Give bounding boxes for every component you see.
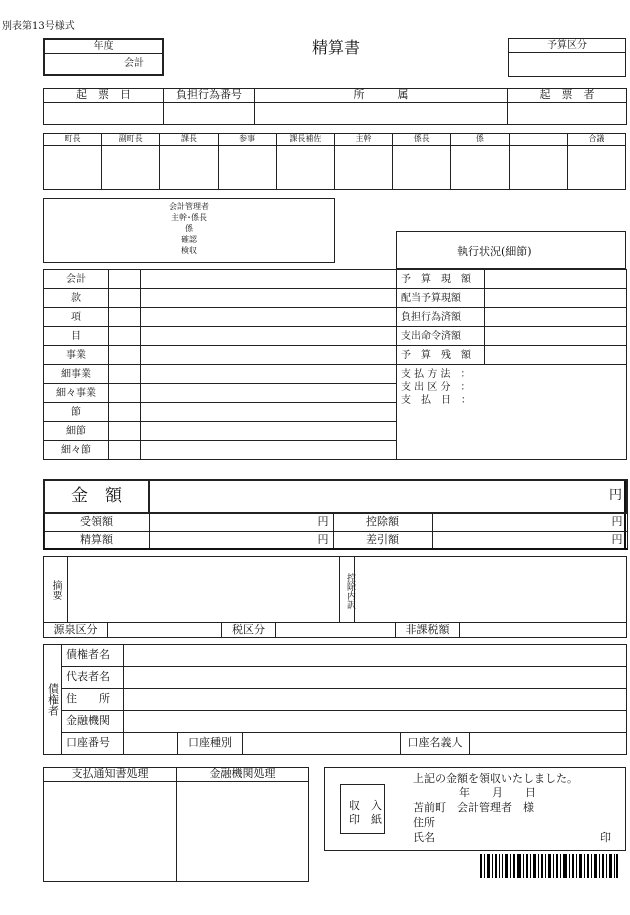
withholding-field[interactable]: [108, 623, 222, 638]
account-number-field[interactable]: [124, 733, 178, 755]
creditor-row-label: 代表者名: [62, 667, 124, 689]
approval-stamp-cell[interactable]: [509, 146, 567, 190]
account-classification-table: [43, 269, 397, 460]
approval-header: 課長: [160, 134, 218, 146]
account-name[interactable]: [141, 403, 397, 422]
seal-label: 印: [600, 831, 611, 844]
receipt-text: 上記の金額を領収いたしました。: [413, 772, 578, 785]
receipt-box: [324, 767, 626, 851]
account-code[interactable]: [109, 365, 141, 384]
bank-processing-field[interactable]: [177, 782, 309, 882]
yen-unit: 円: [611, 515, 623, 529]
barcode-icon: [480, 854, 618, 878]
exec-row-value[interactable]: [485, 327, 627, 346]
exec-status-header: [396, 231, 626, 269]
name-label: 氏名: [413, 831, 435, 844]
creditor-row-label: 債権者名: [62, 645, 124, 667]
budget-division-box: [508, 38, 626, 77]
account-name[interactable]: [141, 422, 397, 441]
approval-header: 町長: [44, 134, 102, 146]
account-code[interactable]: [109, 441, 141, 460]
payment-method-label: 支 払 方 法 ：: [401, 369, 471, 380]
exec-row-value[interactable]: [485, 346, 627, 365]
yen-unit: 円: [609, 488, 623, 504]
account-holder-field[interactable]: [470, 733, 627, 755]
approval-header: 副町長: [102, 134, 160, 146]
approval-header: [509, 134, 567, 146]
approval-header: 主幹: [334, 134, 392, 146]
expenditure-class-label: 支 出 区 分 ：: [401, 382, 471, 393]
header-info-table: [43, 88, 627, 125]
bank-processing-label: 金融機関処理: [177, 768, 309, 782]
yen-unit: 円: [317, 532, 329, 546]
commitment-no-field[interactable]: [164, 103, 255, 125]
approval-header: 係: [451, 134, 509, 146]
creditor-group-label: 債権者: [44, 645, 62, 755]
tax-label: 税区分: [222, 623, 276, 638]
exec-status-table: [396, 269, 627, 460]
approval-stamp-cell[interactable]: [393, 146, 451, 190]
approval-header: 課長補佐: [276, 134, 334, 146]
creditor-row-label: 金融機関: [62, 711, 124, 733]
creditor-table: [43, 644, 627, 755]
role-text: 会計管理者: [169, 202, 209, 211]
amount-label: 金 額: [44, 480, 149, 513]
exec-row-label: 支出命令済額: [397, 327, 485, 346]
exec-row-value[interactable]: [485, 289, 627, 308]
account-row-label: 款: [44, 289, 109, 308]
account-code[interactable]: [109, 384, 141, 403]
stamp-label-1: 収 入: [349, 799, 382, 812]
account-row-label: 細々事業: [44, 384, 109, 403]
account-code[interactable]: [109, 308, 141, 327]
side-roles-box: [43, 198, 335, 263]
account-name[interactable]: [141, 289, 397, 308]
account-row-label: 細節: [44, 422, 109, 441]
account-code[interactable]: [109, 289, 141, 308]
approval-header: 係長: [393, 134, 451, 146]
drafter-field[interactable]: [508, 103, 627, 125]
approval-stamp-cell[interactable]: [102, 146, 160, 190]
kihyo-date-field[interactable]: [44, 103, 164, 125]
yen-unit: 円: [611, 532, 623, 546]
approval-stamp-cell[interactable]: [218, 146, 276, 190]
account-name[interactable]: [141, 270, 397, 289]
address-field[interactable]: [124, 689, 627, 711]
received-amount-field[interactable]: [149, 513, 333, 531]
received-label: 受領額: [44, 513, 149, 531]
approval-stamp-cell[interactable]: [567, 146, 625, 190]
settlement-amount-field[interactable]: [149, 531, 333, 549]
bank-field[interactable]: [124, 711, 627, 733]
withholding-label: 源泉区分: [44, 623, 108, 638]
department-field[interactable]: [255, 103, 508, 125]
budget-division-label: 予算区分: [509, 39, 626, 53]
role-text: 検収: [181, 246, 197, 255]
exec-row-label: 負担行為済額: [397, 308, 485, 327]
nontax-label: 非課税額: [396, 623, 460, 638]
address-label: 住所: [413, 816, 435, 829]
summary-label: 摘要: [44, 557, 68, 623]
account-row-label: 項: [44, 308, 109, 327]
account-row-label: 会計: [44, 270, 109, 289]
role-text: 係: [185, 224, 193, 233]
account-name[interactable]: [141, 327, 397, 346]
tax-field[interactable]: [276, 623, 396, 638]
creditor-row-label: 住 所: [62, 689, 124, 711]
account-type-field[interactable]: [243, 733, 401, 755]
exec-status-title: 執行状況(細節): [457, 245, 532, 258]
deduction-detail-label: 控除内訳: [340, 557, 355, 623]
account-row-label: 細事業: [44, 365, 109, 384]
role-text: 主幹･係長: [171, 213, 207, 222]
exec-row-label: 予 算 残 額: [397, 346, 485, 365]
year-label: 年度: [44, 39, 163, 53]
account-name[interactable]: [141, 441, 397, 460]
role-text: 確認: [181, 235, 197, 244]
approval-stamp-cell[interactable]: [451, 146, 509, 190]
account-number-label: 口座番号: [62, 733, 124, 755]
creditor-name-field[interactable]: [124, 645, 627, 667]
nontax-field[interactable]: [460, 623, 627, 638]
department-label: 所 属: [255, 89, 508, 103]
payment-date-label: 支 払 日 ：: [401, 395, 471, 406]
stamp-label-2: 印 紙: [349, 813, 382, 826]
approval-stamp-cell[interactable]: [44, 146, 102, 190]
kihyo-date-label: 起 票 日: [44, 89, 164, 103]
receipt-date: 年 月 日: [459, 786, 536, 799]
exec-row-value[interactable]: [485, 308, 627, 327]
account-code[interactable]: [109, 422, 141, 441]
summary-field[interactable]: [68, 557, 340, 623]
revenue-stamp-box[interactable]: [340, 784, 385, 834]
page-title: 精算書: [312, 38, 361, 57]
year-account-box: [43, 38, 164, 76]
account-row-label: 節: [44, 403, 109, 422]
representative-field[interactable]: [124, 667, 627, 689]
account-row-label: 細々節: [44, 441, 109, 460]
amount-table: [43, 479, 628, 550]
account-row-label: 事業: [44, 346, 109, 365]
kaikei-label: 会計: [44, 53, 163, 75]
approval-stamp-cell[interactable]: [276, 146, 334, 190]
account-type-label: 口座種別: [178, 733, 243, 755]
form-number: 別表第13号様式: [2, 21, 75, 32]
total-amount-field[interactable]: [149, 480, 627, 513]
drafter-label: 起 票 者: [508, 89, 627, 103]
approval-header: 合議: [567, 134, 625, 146]
approval-stamp-cell[interactable]: [334, 146, 392, 190]
account-code[interactable]: [109, 403, 141, 422]
account-code[interactable]: [109, 346, 141, 365]
net-label: 差引額: [333, 531, 432, 549]
deduction-detail-field[interactable]: [355, 557, 627, 623]
commitment-no-label: 負担行為番号: [164, 89, 255, 103]
account-name[interactable]: [141, 346, 397, 365]
yen-unit: 円: [317, 515, 329, 529]
exec-row-label: 配当予算現額: [397, 289, 485, 308]
approval-stamp-cell[interactable]: [160, 146, 218, 190]
approval-header: 参事: [218, 134, 276, 146]
account-name[interactable]: [141, 365, 397, 384]
account-holder-label: 口座名義人: [401, 733, 470, 755]
approval-table: [43, 133, 626, 190]
account-name[interactable]: [141, 308, 397, 327]
budget-division-value[interactable]: [509, 53, 626, 77]
settlement-label: 精算額: [44, 531, 149, 549]
payment-info-cell: [397, 365, 627, 460]
notice-label: 支払通知書処理: [44, 768, 177, 782]
deduction-label: 控除額: [333, 513, 432, 531]
net-amount-field[interactable]: [432, 531, 627, 549]
exec-row-value[interactable]: [485, 270, 627, 289]
tax-row-table: [43, 622, 627, 638]
account-row-label: 目: [44, 327, 109, 346]
account-name[interactable]: [141, 384, 397, 403]
notice-processing-field[interactable]: [44, 782, 177, 882]
receipt-to: 苫前町 会計管理者 様: [413, 801, 534, 814]
account-code[interactable]: [109, 270, 141, 289]
summary-table: [43, 556, 627, 623]
exec-row-label: 予 算 現 額: [397, 270, 485, 289]
account-code[interactable]: [109, 327, 141, 346]
processing-table: [43, 767, 309, 882]
deduction-amount-field[interactable]: [432, 513, 627, 531]
